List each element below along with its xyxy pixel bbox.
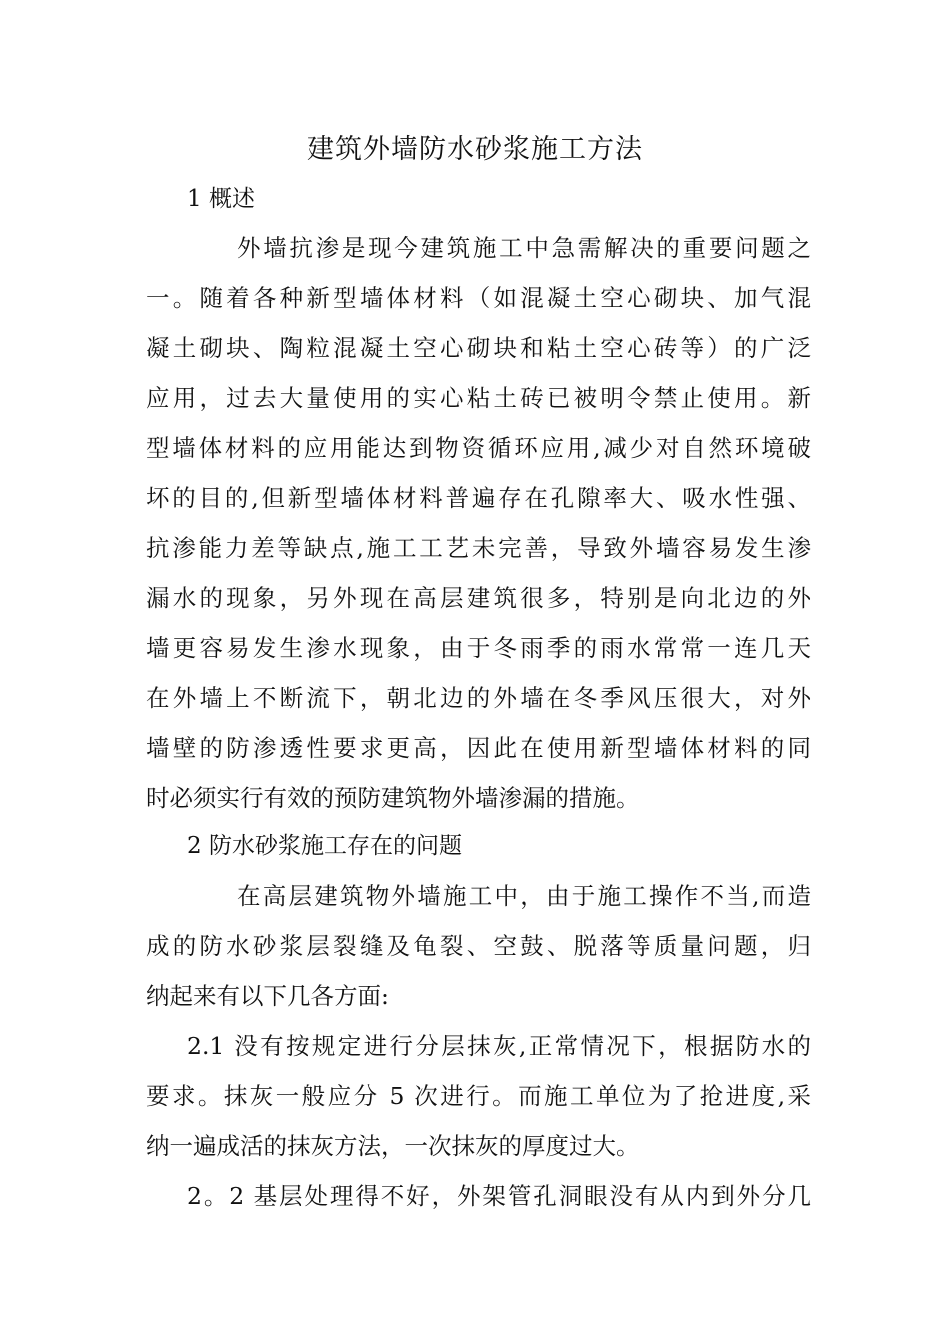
paragraph-line: 2。2 基层处理得不好，外架管孔洞眼没有从内到外分几 xyxy=(187,1182,811,1210)
paragraph-line: 抗渗能力差等缺点,施工工艺未完善，导致外墙容易发生渗 xyxy=(146,534,811,562)
paragraph-line: 纳一遍成活的抹灰方法，一次抹灰的厚度过大。 xyxy=(146,1132,640,1160)
paragraph-line: 一。随着各种新型墙体材料（如混凝土空心砌块、加气混 xyxy=(146,284,811,312)
paragraph-line: 时必须实行有效的预防建筑物外墙渗漏的措施。 xyxy=(146,784,640,812)
paragraph-line: 型墙体材料的应用能达到物资循环应用,减少对自然环境破 xyxy=(146,434,811,462)
paragraph-line: 坏的目的,但新型墙体材料普遍存在孔隙率大、吸水性强、 xyxy=(146,484,811,512)
paragraph-line: 要求。抹灰一般应分 5 次进行。而施工单位为了抢进度,采 xyxy=(146,1082,811,1110)
paragraph-line: 在高层建筑物外墙施工中，由于施工操作不当,而造 xyxy=(237,882,811,910)
paragraph-line: 漏水的现象，另外现在高层建筑很多，特别是向北边的外 xyxy=(146,584,811,612)
paragraph-line: 墙壁的防渗透性要求更高，因此在使用新型墙体材料的同 xyxy=(146,734,811,762)
paragraph-line: 凝土砌块、陶粒混凝土空心砌块和粘土空心砖等）的广泛 xyxy=(146,334,811,362)
paragraph-line: 成的防水砂浆层裂缝及龟裂、空鼓、脱落等质量问题，归 xyxy=(146,932,811,960)
section-1-heading: 1 概述 xyxy=(187,186,255,212)
paragraph-line: 2.1 没有按规定进行分层抹灰,正常情况下，根据防水的 xyxy=(187,1032,811,1060)
document-title: 建筑外墙防水砂浆施工方法 xyxy=(307,134,643,165)
paragraph-line: 纳起来有以下几各方面: xyxy=(146,982,389,1010)
paragraph-line: 应用，过去大量使用的实心粘土砖已被明令禁止使用。新 xyxy=(146,384,811,412)
paragraph-line: 在外墙上不断流下，朝北边的外墙在冬季风压很大，对外 xyxy=(146,684,811,712)
section-2-heading: 2 防水砂浆施工存在的问题 xyxy=(187,833,462,859)
paragraph-line: 外墙抗渗是现今建筑施工中急需解决的重要问题之 xyxy=(237,234,811,262)
paragraph-line: 墙更容易发生渗水现象，由于冬雨季的雨水常常一连几天 xyxy=(146,634,811,662)
